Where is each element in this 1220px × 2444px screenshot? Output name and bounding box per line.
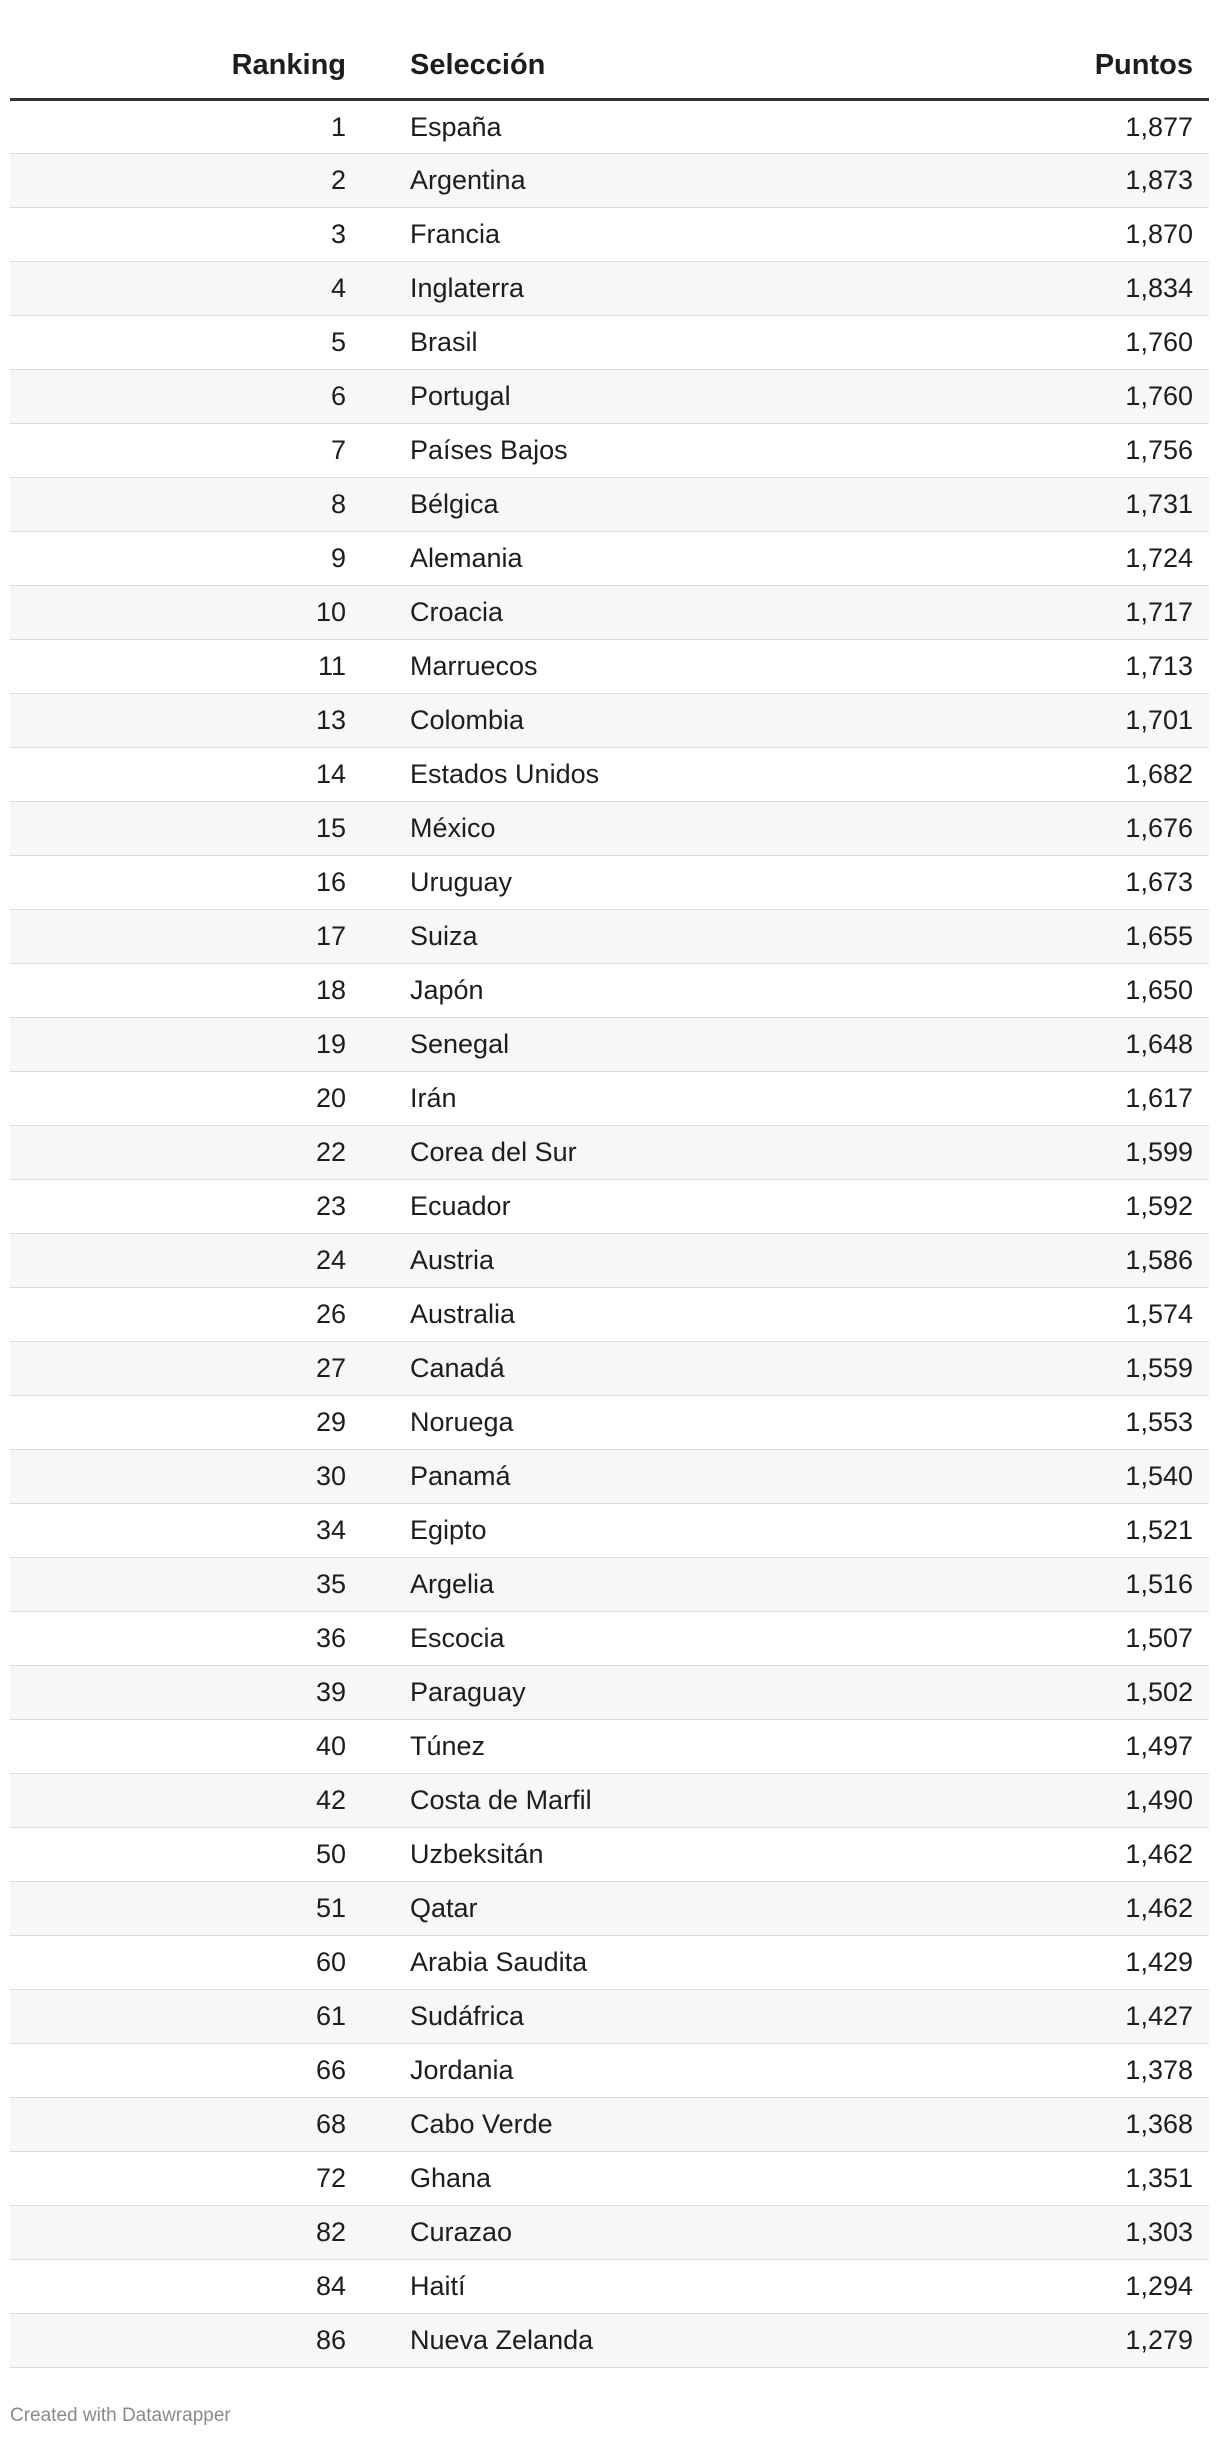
points-cell: 1,378: [946, 2044, 1209, 2098]
points-cell: 1,877: [946, 100, 1209, 154]
table-row: [10, 2314, 1209, 2368]
team-cell: Túnez: [346, 1720, 946, 1774]
table-row: [10, 1180, 1209, 1234]
ranking-cell: 23: [10, 1180, 346, 1234]
team-cell: Corea del Sur: [346, 1126, 946, 1180]
table-row: [10, 1072, 1209, 1126]
points-cell: 1,724: [946, 532, 1209, 586]
points-cell: 1,294: [946, 2260, 1209, 2314]
team-cell: Curazao: [346, 2206, 946, 2260]
ranking-cell: 24: [10, 1234, 346, 1288]
table-row: [10, 694, 1209, 748]
ranking-cell: 5: [10, 316, 346, 370]
ranking-cell: 36: [10, 1612, 346, 1666]
ranking-cell: 72: [10, 2152, 346, 2206]
ranking-cell: 29: [10, 1396, 346, 1450]
datawrapper-credit[interactable]: Created with Datawrapper: [10, 2405, 231, 2426]
table-row: [10, 2206, 1209, 2260]
points-cell: 1,701: [946, 694, 1209, 748]
points-cell: 1,756: [946, 424, 1209, 478]
ranking-cell: 20: [10, 1072, 346, 1126]
table-row: [10, 1828, 1209, 1882]
points-cell: 1,502: [946, 1666, 1209, 1720]
team-cell: Panamá: [346, 1450, 946, 1504]
team-cell: Nueva Zelanda: [346, 2314, 946, 2368]
table-row: [10, 1612, 1209, 1666]
points-cell: 1,351: [946, 2152, 1209, 2206]
team-cell: Francia: [346, 208, 946, 262]
ranking-cell: 22: [10, 1126, 346, 1180]
points-cell: 1,713: [946, 640, 1209, 694]
ranking-cell: 27: [10, 1342, 346, 1396]
ranking-cell: 42: [10, 1774, 346, 1828]
points-cell: 1,617: [946, 1072, 1209, 1126]
points-cell: 1,586: [946, 1234, 1209, 1288]
points-cell: 1,648: [946, 1018, 1209, 1072]
table-row: [10, 1234, 1209, 1288]
points-cell: 1,676: [946, 802, 1209, 856]
points-cell: 1,873: [946, 154, 1209, 208]
team-cell: Noruega: [346, 1396, 946, 1450]
table-row: [10, 316, 1209, 370]
ranking-cell: 2: [10, 154, 346, 208]
table-row: [10, 2260, 1209, 2314]
ranking-cell: 68: [10, 2098, 346, 2152]
team-cell: Haití: [346, 2260, 946, 2314]
table-row: [10, 1936, 1209, 1990]
points-cell: 1,368: [946, 2098, 1209, 2152]
table-row: [10, 1990, 1209, 2044]
table-row: [10, 1882, 1209, 1936]
ranking-cell: 51: [10, 1882, 346, 1936]
points-cell: 1,540: [946, 1450, 1209, 1504]
table-row: [10, 856, 1209, 910]
ranking-cell: 26: [10, 1288, 346, 1342]
table-row: [10, 208, 1209, 262]
team-cell: Costa de Marfil: [346, 1774, 946, 1828]
ranking-cell: 82: [10, 2206, 346, 2260]
ranking-cell: 35: [10, 1558, 346, 1612]
team-cell: Austria: [346, 1234, 946, 1288]
team-cell: Bélgica: [346, 478, 946, 532]
points-cell: 1,559: [946, 1342, 1209, 1396]
ranking-cell: 14: [10, 748, 346, 802]
team-cell: Portugal: [346, 370, 946, 424]
table-row: [10, 910, 1209, 964]
ranking-cell: 7: [10, 424, 346, 478]
ranking-table: [10, 32, 1209, 2368]
table-row: [10, 2098, 1209, 2152]
team-cell: Uruguay: [346, 856, 946, 910]
ranking-cell: 40: [10, 1720, 346, 1774]
table-row: [10, 1288, 1209, 1342]
team-cell: Uzbeksitán: [346, 1828, 946, 1882]
team-cell: Argentina: [346, 154, 946, 208]
points-cell: 1,490: [946, 1774, 1209, 1828]
team-cell: Escocia: [346, 1612, 946, 1666]
points-cell: 1,760: [946, 316, 1209, 370]
table-row: [10, 1666, 1209, 1720]
points-cell: 1,516: [946, 1558, 1209, 1612]
team-cell: Senegal: [346, 1018, 946, 1072]
points-cell: 1,599: [946, 1126, 1209, 1180]
team-cell: Canadá: [346, 1342, 946, 1396]
table-row: [10, 2044, 1209, 2098]
ranking-cell: 86: [10, 2314, 346, 2368]
ranking-cell: 50: [10, 1828, 346, 1882]
team-cell: Irán: [346, 1072, 946, 1126]
team-cell: Colombia: [346, 694, 946, 748]
header-row: [10, 32, 1209, 100]
team-cell: Cabo Verde: [346, 2098, 946, 2152]
team-cell: Brasil: [346, 316, 946, 370]
table-row: [10, 586, 1209, 640]
table-row: [10, 2152, 1209, 2206]
table-body: [10, 100, 1209, 2368]
table-row: [10, 370, 1209, 424]
ranking-cell: 60: [10, 1936, 346, 1990]
points-cell: 1,429: [946, 1936, 1209, 1990]
points-cell: 1,462: [946, 1882, 1209, 1936]
points-cell: 1,834: [946, 262, 1209, 316]
ranking-cell: 8: [10, 478, 346, 532]
points-cell: 1,574: [946, 1288, 1209, 1342]
points-cell: 1,682: [946, 748, 1209, 802]
table-row: [10, 748, 1209, 802]
table-row: [10, 262, 1209, 316]
ranking-cell: 9: [10, 532, 346, 586]
table-row: [10, 424, 1209, 478]
points-cell: 1,655: [946, 910, 1209, 964]
ranking-cell: 13: [10, 694, 346, 748]
ranking-cell: 61: [10, 1990, 346, 2044]
ranking-cell: 30: [10, 1450, 346, 1504]
ranking-cell: 4: [10, 262, 346, 316]
team-cell: México: [346, 802, 946, 856]
table-row: [10, 1126, 1209, 1180]
ranking-cell: 3: [10, 208, 346, 262]
team-cell: Jordania: [346, 2044, 946, 2098]
team-cell: Qatar: [346, 1882, 946, 1936]
table-row: [10, 1018, 1209, 1072]
table-row: [10, 1720, 1209, 1774]
ranking-cell: 84: [10, 2260, 346, 2314]
team-cell: Japón: [346, 964, 946, 1018]
points-cell: 1,673: [946, 856, 1209, 910]
team-cell: Suiza: [346, 910, 946, 964]
points-cell: 1,731: [946, 478, 1209, 532]
team-cell: Ghana: [346, 2152, 946, 2206]
points-cell: 1,760: [946, 370, 1209, 424]
table-row: [10, 1504, 1209, 1558]
team-cell: Inglaterra: [346, 262, 946, 316]
team-cell: Países Bajos: [346, 424, 946, 478]
ranking-cell: 18: [10, 964, 346, 1018]
points-cell: 1,507: [946, 1612, 1209, 1666]
table-row: [10, 1558, 1209, 1612]
table-row: [10, 964, 1209, 1018]
points-cell: 1,650: [946, 964, 1209, 1018]
table-row: [10, 1774, 1209, 1828]
ranking-cell: 15: [10, 802, 346, 856]
team-cell: Paraguay: [346, 1666, 946, 1720]
points-cell: 1,303: [946, 2206, 1209, 2260]
table-row: [10, 1396, 1209, 1450]
points-cell: 1,521: [946, 1504, 1209, 1558]
ranking-cell: 6: [10, 370, 346, 424]
column-header-seleccion[interactable]: Selección: [346, 32, 946, 100]
team-cell: Australia: [346, 1288, 946, 1342]
column-header-puntos[interactable]: Puntos: [946, 32, 1209, 100]
ranking-cell: 1: [10, 100, 346, 154]
team-cell: España: [346, 100, 946, 154]
ranking-cell: 17: [10, 910, 346, 964]
points-cell: 1,279: [946, 2314, 1209, 2368]
table-row: [10, 1342, 1209, 1396]
team-cell: Marruecos: [346, 640, 946, 694]
team-cell: Croacia: [346, 586, 946, 640]
team-cell: Arabia Saudita: [346, 1936, 946, 1990]
table-row: [10, 532, 1209, 586]
ranking-cell: 66: [10, 2044, 346, 2098]
points-cell: 1,870: [946, 208, 1209, 262]
ranking-cell: 39: [10, 1666, 346, 1720]
ranking-cell: 19: [10, 1018, 346, 1072]
team-cell: Egipto: [346, 1504, 946, 1558]
team-cell: Ecuador: [346, 1180, 946, 1234]
team-cell: Alemania: [346, 532, 946, 586]
ranking-cell: 34: [10, 1504, 346, 1558]
table-header: [10, 32, 1209, 100]
points-cell: 1,717: [946, 586, 1209, 640]
table-row: [10, 640, 1209, 694]
table-row: [10, 478, 1209, 532]
column-header-ranking[interactable]: Ranking: [10, 32, 346, 100]
points-cell: 1,497: [946, 1720, 1209, 1774]
points-cell: 1,592: [946, 1180, 1209, 1234]
team-cell: Argelia: [346, 1558, 946, 1612]
table-row: [10, 1450, 1209, 1504]
ranking-cell: 11: [10, 640, 346, 694]
points-cell: 1,462: [946, 1828, 1209, 1882]
points-cell: 1,427: [946, 1990, 1209, 2044]
table-row: [10, 802, 1209, 856]
ranking-cell: 16: [10, 856, 346, 910]
table-row: [10, 100, 1209, 154]
ranking-table-container: [10, 32, 1209, 2368]
team-cell: Estados Unidos: [346, 748, 946, 802]
table-row: [10, 154, 1209, 208]
ranking-cell: 10: [10, 586, 346, 640]
points-cell: 1,553: [946, 1396, 1209, 1450]
team-cell: Sudáfrica: [346, 1990, 946, 2044]
